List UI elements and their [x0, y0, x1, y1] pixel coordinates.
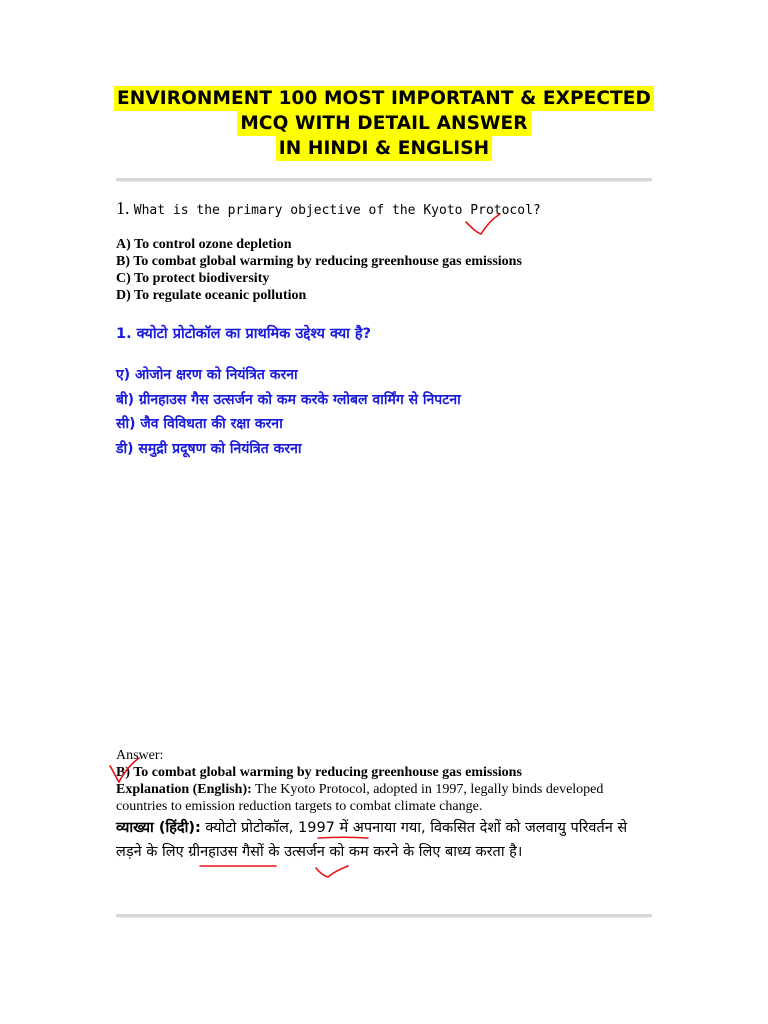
- option-a: A) To control ozone depletion: [116, 237, 292, 252]
- option-hindi-d: डी) समुद्री प्रदूषण को नियंत्रित करना: [116, 440, 302, 457]
- explanation-hindi-label: व्याख्या (हिंदी):: [116, 820, 201, 836]
- options-hindi: [116, 363, 461, 461]
- option-b: B) To combat global warming by reducing greenhouse gas emissions: [116, 254, 522, 269]
- option-hindi-a: ए) ओजोन क्षरण को नियंत्रित करना: [116, 367, 298, 383]
- answer-section: [116, 747, 656, 815]
- question-text: What is the primary objective of the Kyoto Protocol?: [133, 203, 541, 218]
- options-english: [116, 236, 522, 304]
- top-divider: [116, 178, 652, 182]
- explanation-english: [116, 781, 656, 815]
- explanation-hindi: [116, 816, 646, 864]
- answer-value: B) To combat global warming by reducing greenhouse gas emissions: [116, 765, 522, 780]
- title-line-3: IN HINDI & ENGLISH: [276, 136, 493, 161]
- answer-label: Answer:: [116, 748, 164, 763]
- question-hindi-text: क्योटो प्रोटोकॉल का प्राथमिक उद्देश्य क्या है?: [136, 326, 372, 342]
- question-number: 1.: [116, 198, 130, 218]
- document-title: [0, 86, 768, 161]
- question-english: [116, 198, 541, 219]
- title-line-2: MCQ WITH DETAIL ANSWER: [237, 111, 530, 136]
- option-c: C) To protect biodiversity: [116, 271, 270, 286]
- bottom-divider: [116, 914, 652, 918]
- option-hindi-c: सी) जैव विविधता की रक्षा करना: [116, 416, 283, 432]
- explanation-english-label: Explanation (English):: [116, 782, 252, 797]
- question-hindi-number: 1.: [116, 326, 132, 342]
- option-hindi-b: बी) ग्रीनहाउस गैस उत्सर्जन को कम करके ग्लोबल वार्मिंग से निपटना: [116, 391, 461, 408]
- option-d: D) To regulate oceanic pollution: [116, 288, 307, 303]
- title-line-1: ENVIRONMENT 100 MOST IMPORTANT & EXPECTED: [114, 86, 654, 111]
- question-hindi: [116, 323, 371, 343]
- explanation-english-text: The Kyoto Protocol, adopted in 1997, legally binds developed countries to emission reduction targets to combat climate change.: [116, 782, 604, 814]
- tick-mark-greenhouse: [316, 866, 348, 877]
- explanation-hindi-text: क्योटो प्रोटोकॉल, 1997 में अपनाया गया, विकसित देशों को जलवायु परिवर्तन से लड़ने के लिए ग्रीनहाउस गैसों के उत्सर्जन को कम करने के लिए बाध्य करता है।: [116, 820, 628, 860]
